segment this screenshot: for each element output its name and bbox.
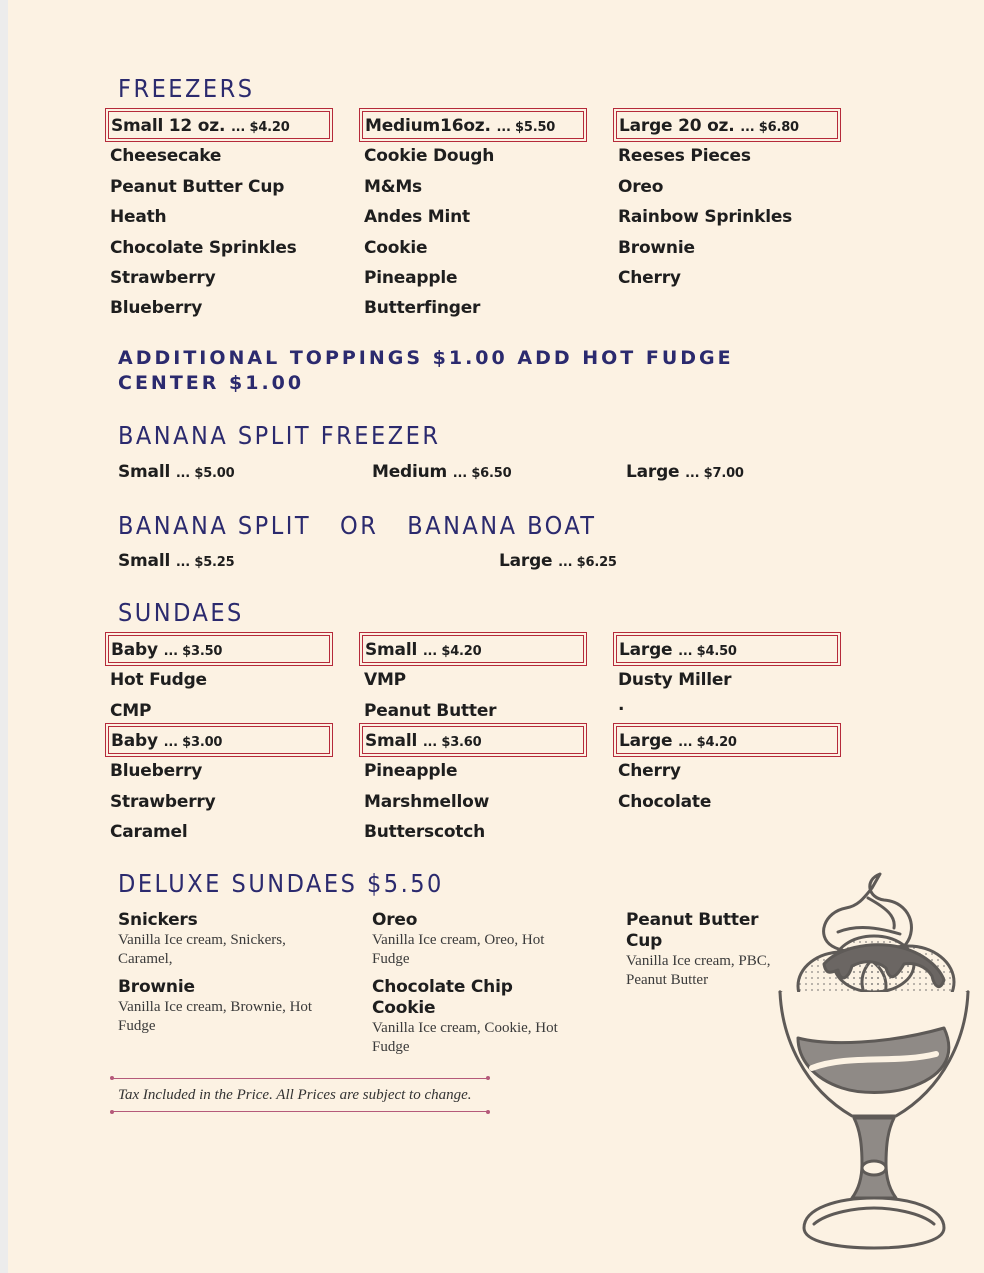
tax-note-text: Tax Included in the Price. All Prices are subject to change. [118,1087,472,1103]
deluxe-sundaes-heading: DELUXE SUNDAES $5.50 [118,869,444,898]
freezers-column-large [618,111,854,293]
menu-item: M&Ms [364,176,422,197]
menu-item: Reeses Pieces [618,146,751,167]
sundae-size-small: Small ... $4.20 [362,635,584,663]
deluxe-column-2 [372,910,572,1065]
freezers-column-medium [364,111,600,324]
banana-boat-small: Small ... $5.25 [118,551,235,571]
menu-item: Pineapple [364,267,458,288]
sundaes-group2-small [364,726,600,848]
menu-item: . [618,694,625,715]
deluxe-item-name: Chocolate Chip Cookie [372,977,513,1018]
banana-freezer-medium: Medium ... $6.50 [372,462,512,482]
sundae-size-large: Large ... $4.20 [616,726,838,754]
deluxe-item-name: Peanut Butter Cup [626,910,759,951]
menu-item: Blueberry [110,761,203,782]
banana-split-boat-heading: BANANA SPLIT OR BANANA BOAT [118,511,597,540]
banana-split-freezer-heading: BANANA SPLIT FREEZER [118,421,441,450]
menu-item: Heath [110,207,167,228]
menu-item: Cherry [618,761,681,782]
deluxe-column-1 [118,910,318,1044]
menu-item: Strawberry [110,267,216,288]
menu-item: Cookie Dough [364,146,495,167]
sundae-size-large: Large ... $4.50 [616,635,838,663]
banana-freezer-small: Small ... $5.00 [118,462,235,482]
sundaes-group1-small [364,635,600,726]
menu-item: Hot Fudge [110,670,207,691]
sundaes-group2-large [618,726,854,817]
sundae-size-small: Small ... $3.60 [362,726,584,754]
menu-item: Blueberry [110,298,203,319]
tax-note [112,1078,488,1112]
menu-item: Cookie [364,237,428,258]
menu-item: VMP [364,670,406,691]
menu-item: Pineapple [364,761,458,782]
divider-dot [486,1076,490,1080]
sundae-size-baby: Baby ... $3.50 [108,635,330,663]
menu-item: Marshmellow [364,791,490,812]
menu-page [8,0,984,1273]
menu-item: Chocolate Sprinkles [110,237,297,258]
deluxe-item-desc: Vanilla Ice cream, Oreo, Hot Fudge [372,932,545,967]
freezers-size-medium: Medium16oz. ... $5.50 [362,111,584,139]
deluxe-item-desc: Vanilla Ice cream, Brownie, Hot Fudge [118,999,313,1034]
sundaes-group1-baby [110,635,346,726]
deluxe-item-desc: Vanilla Ice cream, PBC, Peanut Butter [626,953,771,988]
menu-item: Caramel [110,822,188,843]
menu-item: Dusty Miller [618,670,732,691]
menu-item: Andes Mint [364,207,470,228]
freezers-column-small [110,111,346,324]
divider-dot [486,1110,490,1114]
sundae-glass-icon [768,868,980,1257]
deluxe-item-name: Oreo [372,910,418,930]
divider-dot [110,1110,114,1114]
freezers-size-large: Large 20 oz. ... $6.80 [616,111,838,139]
menu-item: CMP [110,700,152,721]
sundaes-group1-large [618,635,854,726]
deluxe-item-desc: Vanilla Ice cream, Snickers, Caramel, [118,932,286,967]
divider-dot [110,1076,114,1080]
sundaes-group2-baby [110,726,346,848]
menu-item: Strawberry [110,791,216,812]
menu-item: Butterscotch [364,822,486,843]
menu-item: Peanut Butter Cup [110,176,285,197]
banana-freezer-large: Large ... $7.00 [626,462,744,482]
deluxe-item-name: Brownie [118,977,195,997]
banana-boat-large: Large ... $6.25 [499,551,617,571]
menu-item: Brownie [618,237,695,258]
freezers-size-small: Small 12 oz. ... $4.20 [108,111,330,139]
menu-item: Chocolate [618,791,712,812]
menu-item: Cherry [618,267,681,288]
sundae-size-baby: Baby ... $3.00 [108,726,330,754]
menu-item: Oreo [618,176,664,197]
freezers-heading: FREEZERS [118,74,255,103]
deluxe-item-desc: Vanilla Ice cream, Cookie, Hot Fudge [372,1020,558,1055]
menu-item: Peanut Butter [364,700,497,721]
deluxe-item-name: Snickers [118,910,198,930]
menu-item: Butterfinger [364,298,481,319]
menu-item: Rainbow Sprinkles [618,207,793,228]
sundaes-heading: SUNDAES [118,598,244,627]
menu-item: Cheesecake [110,146,222,167]
toppings-heading: ADDITIONAL TOPPINGS $1.00 ADD HOT FUDGE CENTER $1.00 [118,347,734,394]
